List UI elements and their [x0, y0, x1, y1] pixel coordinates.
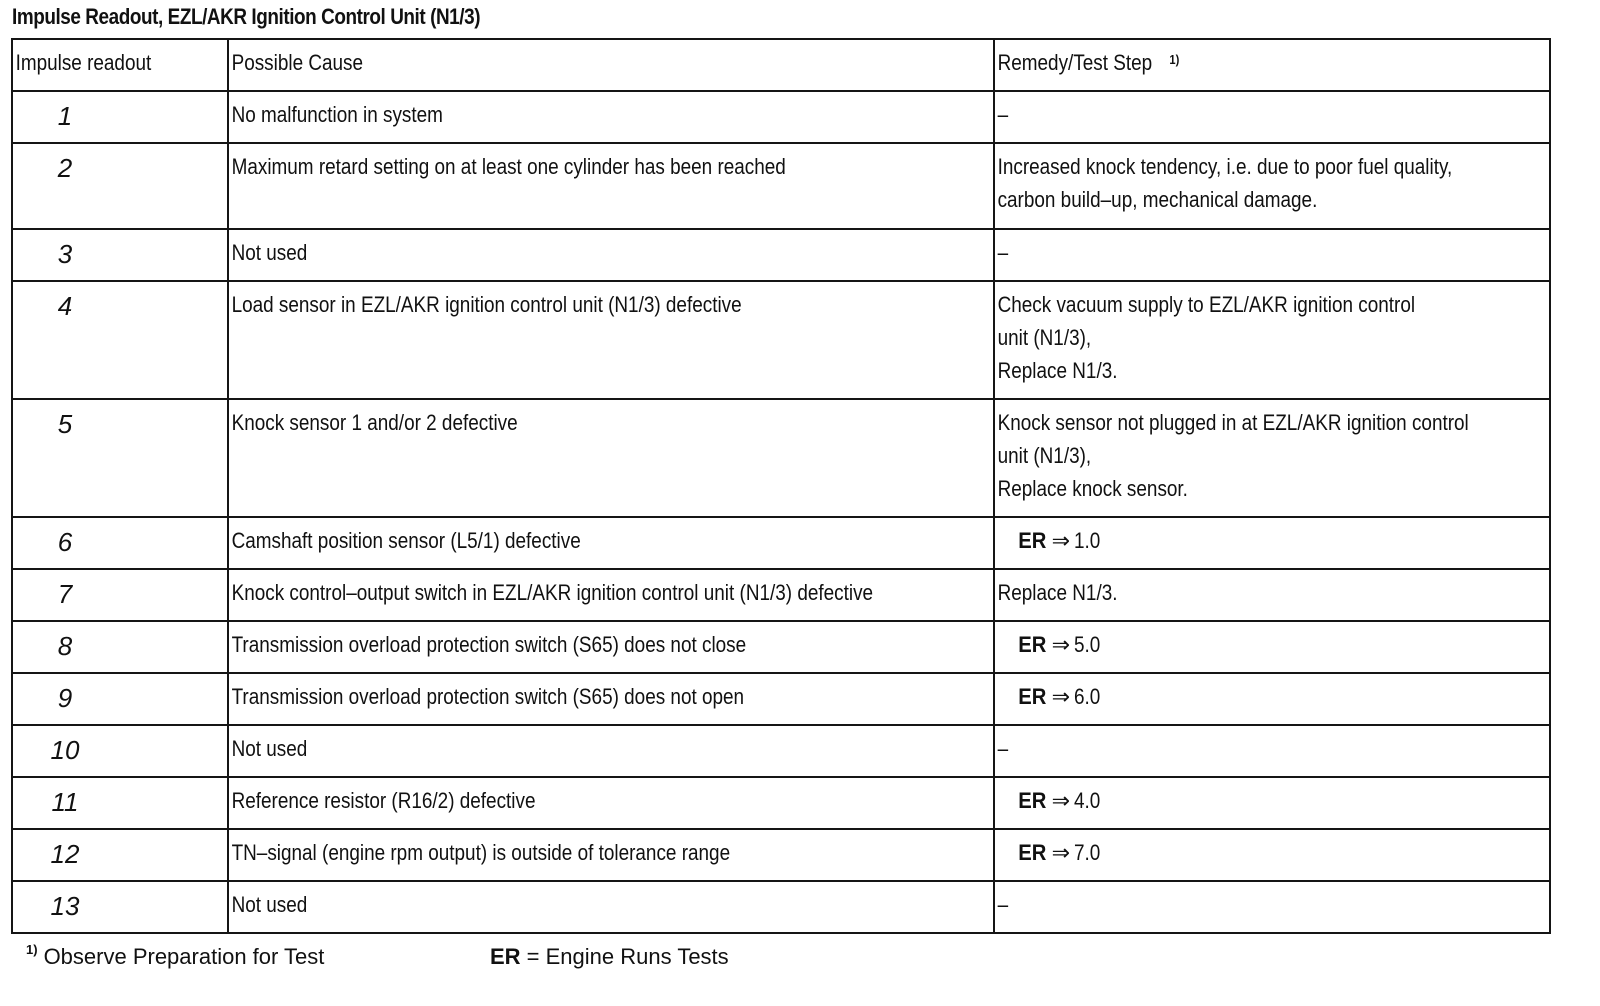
- er-test-step: [995, 674, 1549, 713]
- page-title: Impulse Readout, EZL/AKR Ignition Control Unit (N1/3): [12, 4, 481, 29]
- possible-cause-cell: [228, 621, 994, 673]
- arrow-right-icon: ⇒: [1051, 840, 1070, 865]
- remedy-line: Check vacuum supply to EZL/AKR ignition control: [997, 292, 1416, 317]
- possible-cause-text: Reference resistor (R16/2) defective: [231, 788, 536, 813]
- table-row: [12, 91, 1550, 143]
- remedy-text: [995, 570, 1471, 609]
- possible-cause-cell: [228, 673, 994, 725]
- er-test-step: [995, 778, 1549, 817]
- possible-cause-text: Knock control–output switch in EZL/AKR ignition control unit (N1/3) defective: [231, 580, 874, 605]
- possible-cause-text: Load sensor in EZL/AKR ignition control unit (N1/3) defective: [231, 292, 742, 317]
- impulse-readout-cell: [12, 673, 228, 725]
- remedy-text: [995, 882, 1471, 921]
- impulse-number: 9: [57, 683, 73, 713]
- footnote-mark: 1): [1169, 52, 1180, 67]
- possible-cause-cell: [228, 229, 994, 281]
- arrow-right-icon: ⇒: [1051, 788, 1070, 813]
- arrow-right-icon: ⇒: [1051, 528, 1070, 553]
- possible-cause-cell: [228, 91, 994, 143]
- possible-cause-cell: [228, 517, 994, 569]
- remedy-cell: [994, 829, 1550, 881]
- impulse-number: 10: [50, 735, 80, 765]
- impulse-readout-cell: [12, 569, 228, 621]
- remedy-cell: [994, 143, 1550, 229]
- header-impulse-readout: Impulse readout: [12, 39, 228, 91]
- remedy-text: [995, 726, 1471, 765]
- possible-cause-text: Camshaft position sensor (L5/1) defective: [231, 528, 581, 553]
- test-step-number: 1.0: [1074, 528, 1101, 553]
- impulse-readout-cell: [12, 881, 228, 933]
- impulse-number: 2: [57, 153, 73, 183]
- impulse-readout-cell: [12, 725, 228, 777]
- possible-cause-text: Transmission overload protection switch (S65) does not close: [231, 632, 747, 657]
- impulse-readout-cell: [12, 91, 228, 143]
- impulse-number: 6: [57, 527, 73, 557]
- table-row: [12, 281, 1550, 399]
- possible-cause-text: Not used: [231, 240, 308, 265]
- impulse-readout-cell: [12, 281, 228, 399]
- header-remedy-test-step: Remedy/Test Step $^{1)}$: [994, 39, 1550, 91]
- table-row: [12, 673, 1550, 725]
- remedy-cell: [994, 229, 1550, 281]
- table-row: [12, 143, 1550, 229]
- possible-cause-cell: [228, 777, 994, 829]
- footnote-preparation: $^{1)}$ Observe Preparation for Test: [26, 942, 325, 969]
- impulse-readout-cell: [12, 829, 228, 881]
- arrow-right-icon: ⇒: [1051, 684, 1070, 709]
- er-label: ER: [1018, 528, 1047, 553]
- impulse-number: 8: [57, 631, 73, 661]
- remedy-text: [995, 92, 1471, 131]
- impulse-number: 12: [50, 839, 80, 869]
- remedy-cell: [994, 281, 1550, 399]
- remedy-cell: [994, 881, 1550, 933]
- impulse-readout-cell: [12, 143, 228, 229]
- table-row: [12, 621, 1550, 673]
- possible-cause-text: Maximum retard setting on at least one cylinder has been reached: [231, 154, 786, 179]
- er-label: ER: [1018, 788, 1047, 813]
- impulse-readout-cell: [12, 777, 228, 829]
- impulse-number: 13: [50, 891, 80, 921]
- er-test-step: [995, 830, 1549, 869]
- table-header-row: [12, 39, 1550, 91]
- possible-cause-text: Knock sensor 1 and/or 2 defective: [231, 410, 518, 435]
- remedy-cell: [994, 91, 1550, 143]
- table-row: [12, 777, 1550, 829]
- impulse-readout-table: [11, 38, 1551, 934]
- er-label: ER: [1018, 632, 1047, 657]
- table-row: [12, 829, 1550, 881]
- er-test-step: [995, 518, 1549, 557]
- remedy-line: –: [997, 102, 1009, 127]
- impulse-readout-cell: [12, 517, 228, 569]
- remedy-cell: [994, 517, 1550, 569]
- er-label: ER: [1018, 840, 1047, 865]
- impulse-readout-cell: [12, 399, 228, 517]
- footnote-er-definition: ER = Engine Runs Tests: [490, 944, 729, 969]
- test-step-number: 4.0: [1074, 788, 1101, 813]
- possible-cause-text: Not used: [231, 892, 308, 917]
- possible-cause-text: No malfunction in system: [231, 102, 443, 127]
- impulse-readout-cell: [12, 229, 228, 281]
- remedy-cell: [994, 777, 1550, 829]
- table-row: [12, 229, 1550, 281]
- remedy-line: –: [997, 892, 1009, 917]
- possible-cause-text: Not used: [231, 736, 308, 761]
- impulse-number: 3: [57, 239, 73, 269]
- remedy-text: [995, 400, 1471, 505]
- remedy-text: [995, 282, 1471, 387]
- impulse-number: 5: [57, 409, 73, 439]
- test-step-number: 5.0: [1074, 632, 1101, 657]
- remedy-cell: [994, 569, 1550, 621]
- remedy-line: Knock sensor not plugged in at EZL/AKR ignition control: [997, 410, 1469, 435]
- possible-cause-text: TN–signal (engine rpm output) is outside of tolerance range: [231, 840, 731, 865]
- impulse-number: 11: [51, 787, 79, 817]
- possible-cause-cell: [228, 881, 994, 933]
- impulse-readout-cell: [12, 621, 228, 673]
- remedy-cell: [994, 725, 1550, 777]
- remedy-line: Replace knock sensor.: [997, 476, 1188, 501]
- table-row: [12, 517, 1550, 569]
- possible-cause-cell: [228, 281, 994, 399]
- possible-cause-text: Transmission overload protection switch (S65) does not open: [231, 684, 745, 709]
- impulse-number: 4: [57, 291, 73, 321]
- remedy-line: Replace N1/3.: [997, 580, 1118, 605]
- header-possible-cause: Possible Cause: [228, 39, 994, 91]
- possible-cause-cell: [228, 143, 994, 229]
- possible-cause-cell: [228, 399, 994, 517]
- remedy-line: Replace N1/3.: [997, 358, 1118, 383]
- remedy-cell: [994, 621, 1550, 673]
- table-row: [12, 725, 1550, 777]
- table-row: [12, 881, 1550, 933]
- impulse-number: 7: [57, 579, 73, 609]
- arrow-right-icon: ⇒: [1051, 632, 1070, 657]
- remedy-line: unit (N1/3),: [997, 325, 1092, 350]
- remedy-line: carbon build–up, mechanical damage.: [997, 187, 1318, 212]
- possible-cause-cell: [228, 569, 994, 621]
- table-row: [12, 399, 1550, 517]
- remedy-line: –: [997, 240, 1009, 265]
- test-step-number: 7.0: [1074, 840, 1101, 865]
- possible-cause-cell: [228, 829, 994, 881]
- remedy-cell: [994, 399, 1550, 517]
- impulse-number: 1: [57, 101, 73, 131]
- possible-cause-cell: [228, 725, 994, 777]
- remedy-line: unit (N1/3),: [997, 443, 1092, 468]
- er-test-step: [995, 622, 1549, 661]
- remedy-line: –: [997, 736, 1009, 761]
- remedy-text: [995, 230, 1471, 269]
- er-label: ER: [1018, 684, 1047, 709]
- test-step-number: 6.0: [1074, 684, 1101, 709]
- remedy-cell: [994, 673, 1550, 725]
- table-row: [12, 569, 1550, 621]
- remedy-text: [995, 144, 1471, 216]
- remedy-line: Increased knock tendency, i.e. due to poor fuel quality,: [997, 154, 1453, 179]
